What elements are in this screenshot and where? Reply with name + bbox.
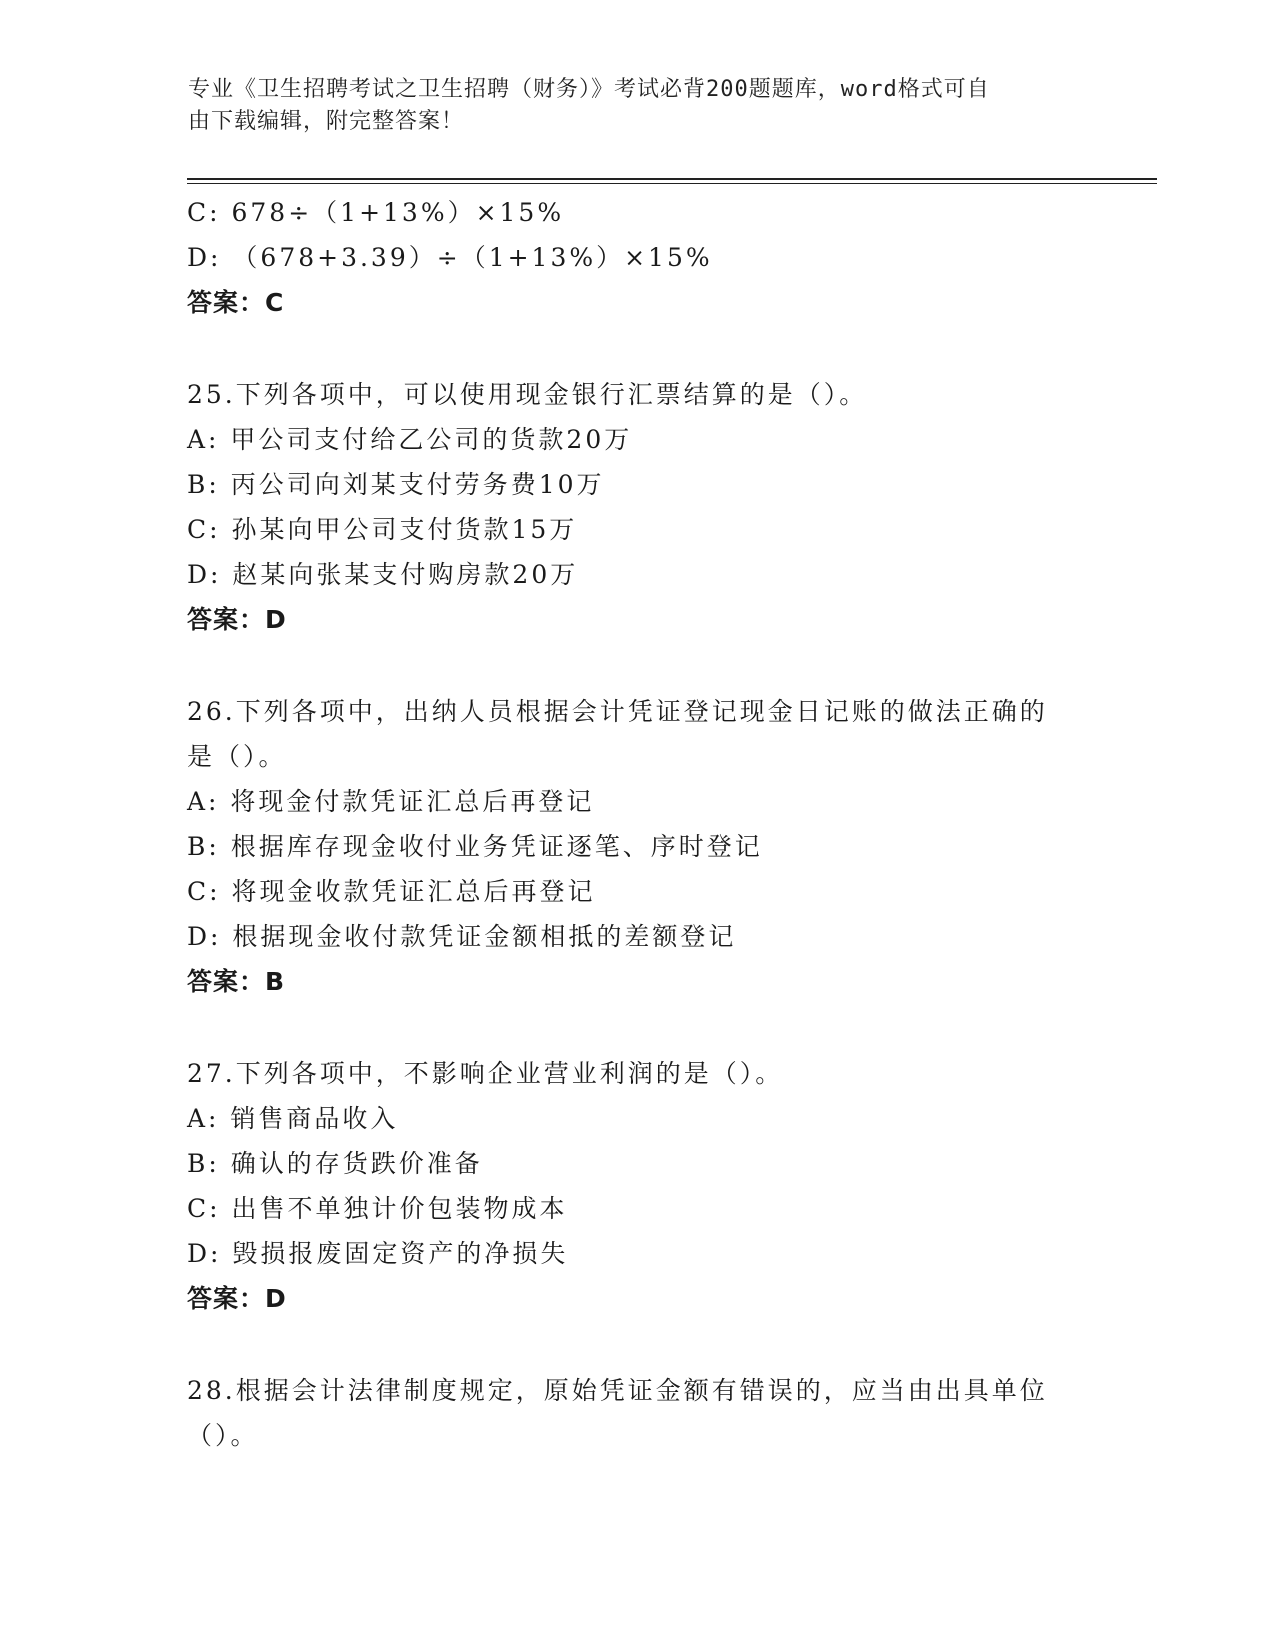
answer-text: 答案：B xyxy=(187,967,286,996)
option-b: B: 丙公司向刘某支付劳务费10万 xyxy=(187,470,605,499)
question-stem-line-1: 28.根据会计法律制度规定，原始凭证金额有错误的，应当由出具单位 xyxy=(187,1376,1048,1405)
question-stem-line-2: （）。 xyxy=(187,1421,259,1450)
question-stem: 27.下列各项中，不影响企业营业利润的是（）。 xyxy=(187,1059,784,1088)
question-27 xyxy=(187,1051,1087,1321)
question-25 xyxy=(187,372,1087,642)
question-26 xyxy=(187,689,1087,1004)
question-24-tail xyxy=(187,190,1087,325)
question-stem: 25.下列各项中，可以使用现金银行汇票结算的是（）。 xyxy=(187,380,868,409)
question-stem-line-2: 是（）。 xyxy=(187,742,287,771)
option-d: D: （678+3.39）÷（1+13%）×15% xyxy=(187,243,713,272)
option-a: A: 销售商品收入 xyxy=(187,1104,399,1133)
option-c: C: 出售不单独计价包装物成本 xyxy=(187,1194,568,1223)
option-a: A: 将现金付款凭证汇总后再登记 xyxy=(187,787,595,816)
option-b: B: 确认的存货跌价准备 xyxy=(187,1149,483,1178)
option-a: A: 甲公司支付给乙公司的货款20万 xyxy=(187,425,633,454)
option-d: D: 根据现金收付款凭证金额相抵的差额登记 xyxy=(187,922,737,951)
answer-text: 答案：C xyxy=(187,288,285,317)
option-c: C: 将现金收款凭证汇总后再登记 xyxy=(187,877,596,906)
answer-text: 答案：D xyxy=(187,1284,287,1313)
header-line-1: 专业《卫生招聘考试之卫生招聘（财务）》考试必背200题题库，word格式可自 xyxy=(188,77,990,102)
header-divider-thick xyxy=(187,178,1157,180)
header-divider-thin xyxy=(187,183,1157,184)
option-c: C: 孙某向甲公司支付货款15万 xyxy=(187,515,578,544)
question-stem-line-1: 26.下列各项中，出纳人员根据会计凭证登记现金日记账的做法正确的 xyxy=(187,697,1048,726)
option-c: C: 678÷（1+13%）×15% xyxy=(187,198,565,227)
question-28 xyxy=(187,1368,1087,1458)
option-b: B: 根据库存现金收付业务凭证逐笔、序时登记 xyxy=(187,832,763,861)
header-line-2: 由下载编辑，附完整答案！ xyxy=(188,109,465,134)
option-d: D: 毁损报废固定资产的净损失 xyxy=(187,1239,569,1268)
question-content xyxy=(187,190,1087,1458)
document-header xyxy=(188,74,1068,138)
answer-text: 答案：D xyxy=(187,605,287,634)
option-d: D: 赵某向张某支付购房款20万 xyxy=(187,560,579,589)
